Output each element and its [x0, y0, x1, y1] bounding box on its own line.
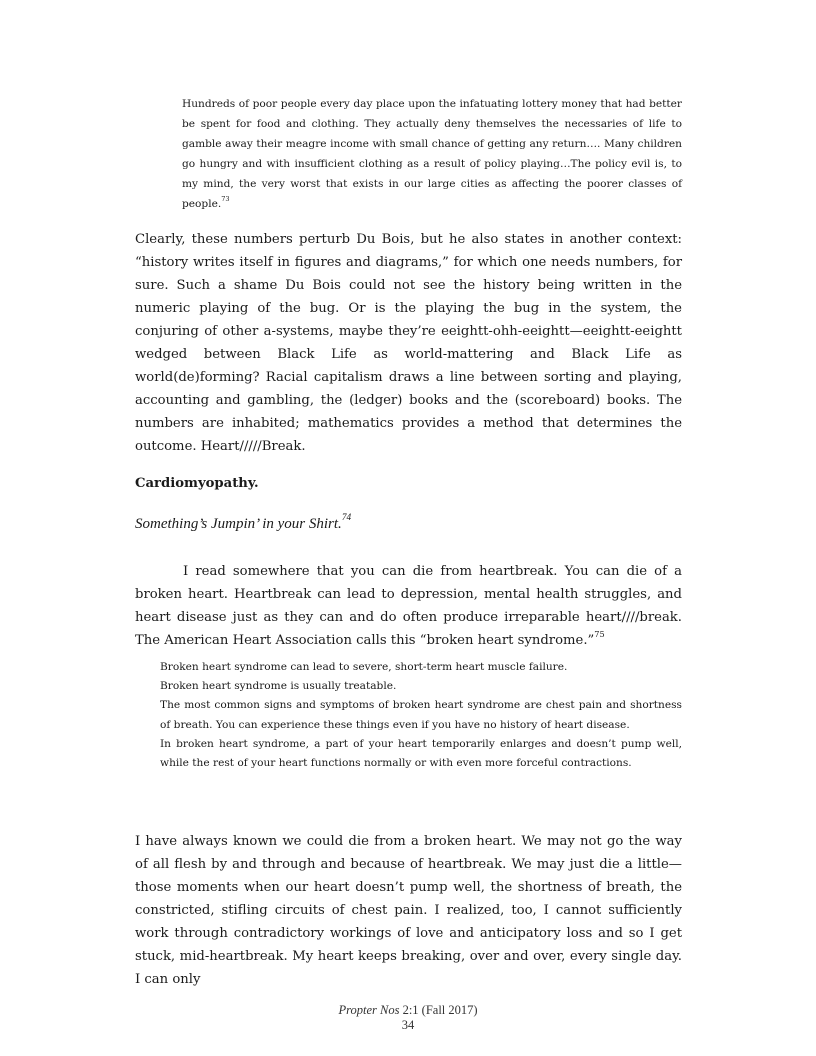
body-paragraph-3: I have always known we could die from a broken heart. We may not go the way of all flesh by and through and because of heartbreak. We may just die a little—those moments when our heart doesn’t pump well, the shortness of breath, the constricted, stifling circuits of chest pain. I realized, too, I cannot sufficiently work through contradictory workings of love and anticipatory loss and so I get stuck, mid-heartbreak. My heart keeps breaking, over and over, every single day. I can only — [135, 834, 682, 987]
epigraph — [135, 513, 352, 533]
journal-issue: 2:1 (Fall 2017) — [402, 1003, 478, 1017]
running-footer — [0, 1003, 816, 1018]
paragraph-2-text: I read somewhere that you can die from heartbreak. You can die of a broken heart. Heartbreak can lead to depression, mental health struggles, and heart disease just as they can and do often produce irreparable heart////break. The American Heart Association calls this “broken heart syndrome.” — [135, 564, 682, 648]
body-paragraph-1: Clearly, these numbers perturb Du Bois, but he also states in another context: “history writes itself in figures and diagrams,” for which one needs numbers, for sure. Such a shame Du Bois could not see the history being written in the numeric playing of the bug. Or is the playing the bug in the system, the conjuring of other a-systems, maybe they’re eeightt-ohh-eeightt—eeightt-eeightt wedged between Black Life as world-mattering and Black Life as world(de)forming? Racial capitalism draws a line between sorting and playing, accounting and gambling, the (ledger) books and the (scoreboard) books. The numbers are inhabited; mathematics provides a method that determines the outcome. Heart/////Break. — [135, 232, 682, 454]
footnote-marker-74[interactable]: 74 — [341, 513, 352, 524]
quote-line: In broken heart syndrome, a part of your heart temporarily enlarges and doesn’t pump well, while the rest of your heart functions normally or with even more forceful contractions. — [160, 737, 682, 770]
body-paragraph-2 — [135, 560, 682, 652]
quote-line: The most common signs and symptoms of broken heart syndrome are chest pain and shortness of breath. You can experience these things even if you have no history of heart disease. — [160, 699, 682, 731]
block-quote-lottery — [182, 94, 682, 214]
footnote-marker-73[interactable]: 73 — [221, 195, 230, 204]
journal-title: Propter Nos — [338, 1003, 400, 1017]
quote-line: Broken heart syndrome is usually treatable. — [160, 680, 397, 693]
block-quote-text: Hundreds of poor people every day place upon the infatuating lottery money that had better be spent for food and clothing. They actually deny themselves the necessaries of life to gamble away their meagre income with small chance of getting any return…. Many children go hungry and with insufficient clothing as a result of policy playing…The policy evil is, to my mind, the very worst that exists in our large cities as affecting the poorer classes of people. — [182, 98, 682, 210]
footnote-marker-75[interactable]: 75 — [594, 628, 605, 639]
page-number: 34 — [401, 1018, 415, 1032]
epigraph-text: Something’s Jumpin’ in your Shirt. — [135, 516, 342, 532]
quote-line: Broken heart syndrome can lead to severe, short-term heart muscle failure. — [160, 661, 568, 673]
section-heading: Cardiomyopathy. — [135, 476, 259, 491]
block-quote-heart-association — [160, 658, 682, 773]
